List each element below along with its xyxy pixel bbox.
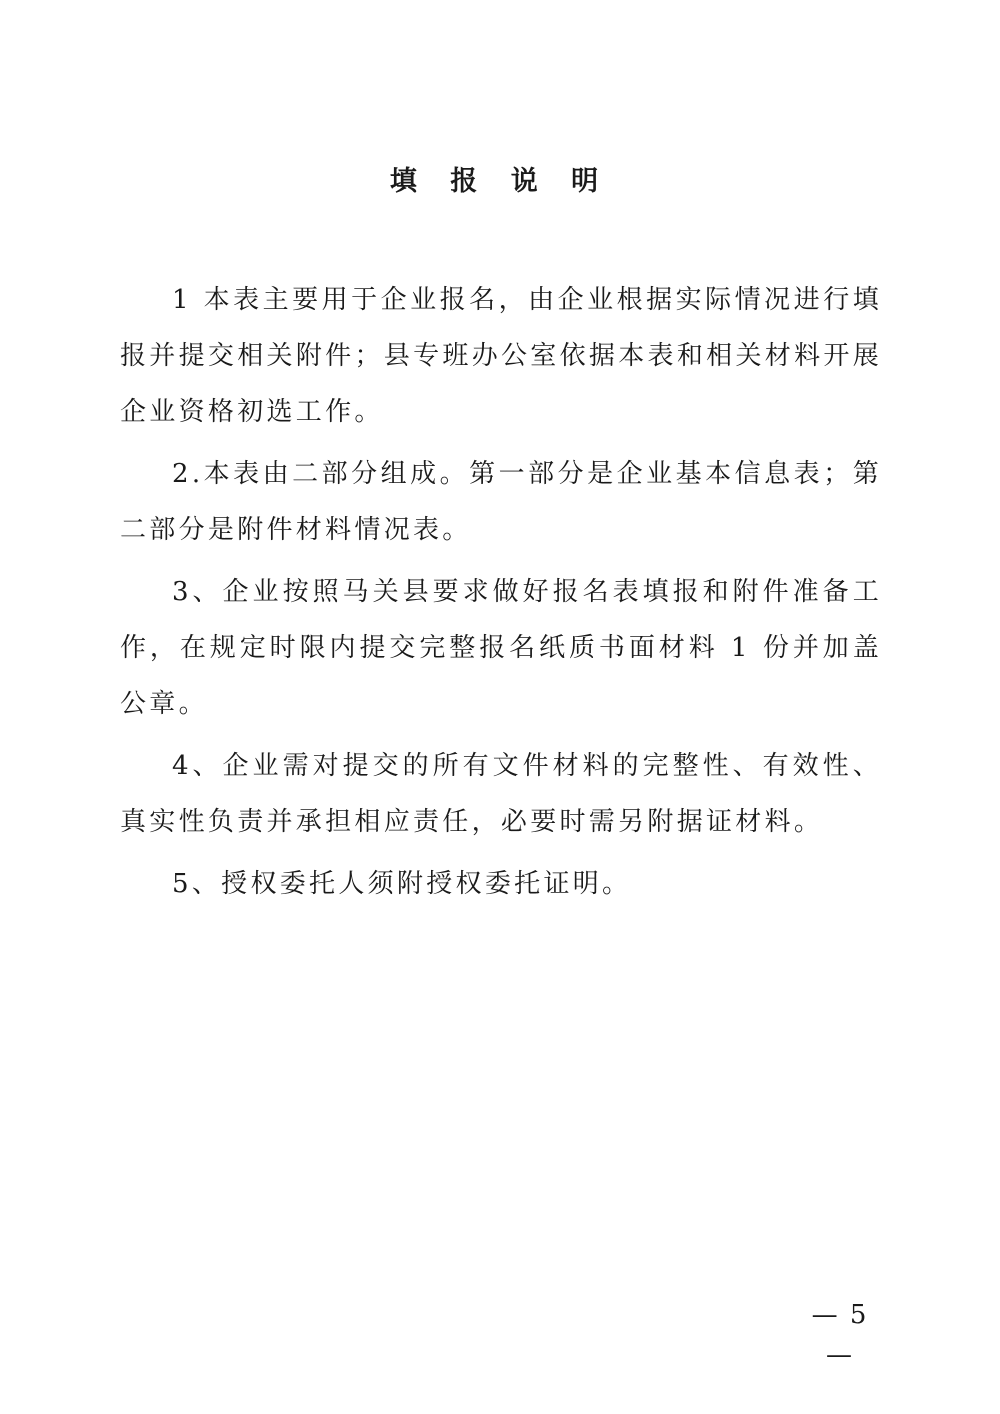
page-number: — 5 — — [811, 1300, 869, 1370]
instructions-body — [120, 272, 882, 918]
page-title: 填 报 说 明 — [389, 166, 611, 197]
instruction-paragraph-1: 1 本表主要用于企业报名，由企业根据实际情况进行填报并提交相关附件；县专班办公室依据本表和相关材料开展企业资格初选工作。 — [120, 285, 882, 427]
instruction-paragraph-3: 3、企业按照马关县要求做好报名表填报和附件准备工作，在规定时限内提交完整报名纸质书面材料 1 份并加盖公章。 — [120, 577, 882, 719]
instruction-paragraph-5: 5、授权委托人须附授权委托证明。 — [172, 869, 632, 899]
instruction-paragraph-2: 2.本表由二部分组成。第一部分是企业基本信息表；第二部分是附件材料情况表。 — [120, 459, 882, 545]
instruction-paragraph-4: 4、企业需对提交的所有文件材料的完整性、有效性、真实性负责并承担相应责任，必要时需另附据证材料。 — [120, 751, 882, 837]
